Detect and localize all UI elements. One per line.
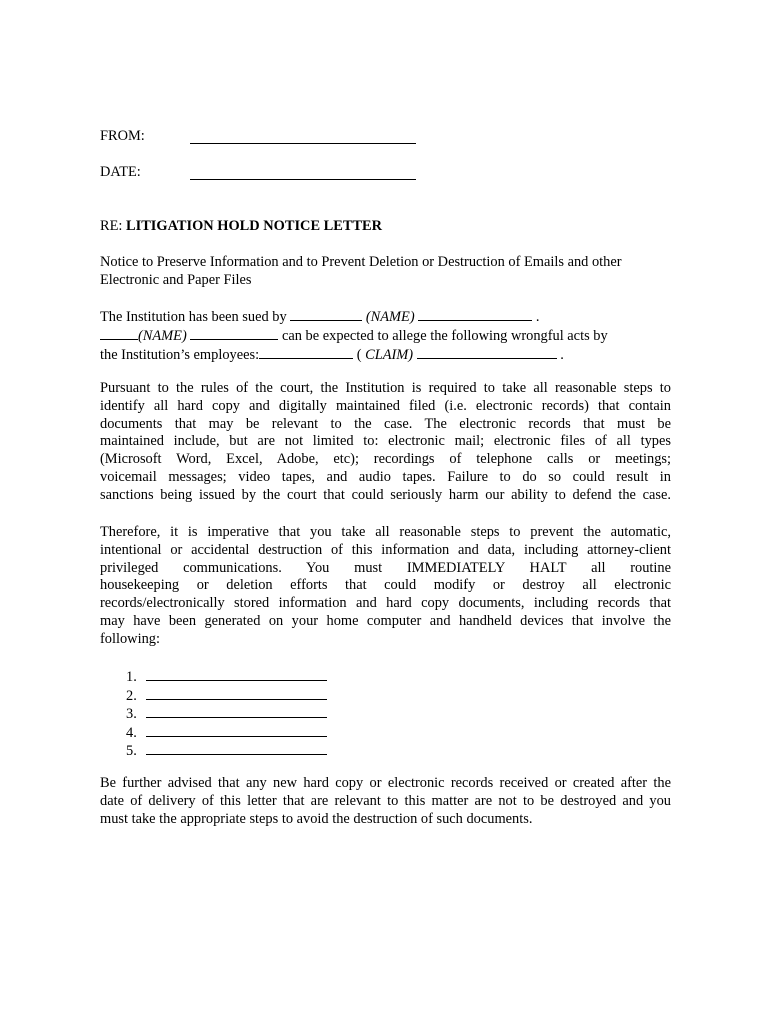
p3-line: must take the appropriate steps to avoid the destruction of such documents. — [100, 810, 533, 827]
name-blank-4[interactable] — [190, 327, 278, 340]
list-blank-line[interactable] — [146, 704, 327, 718]
institution-paragraph — [100, 308, 671, 364]
date-label: DATE: — [100, 164, 141, 180]
p3-line: date of delivery of this letter that are relevant to this matter are not to be destroyed and you — [100, 792, 671, 809]
institution-line-2 — [100, 327, 671, 346]
p1-line: maintained include, but are not limited to: electronic mail; electronic files of all types — [100, 433, 671, 450]
sued-by-text: The Institution has been sued by — [100, 309, 287, 325]
re-line — [100, 218, 671, 236]
list-item — [126, 686, 327, 705]
list-item — [126, 667, 327, 686]
list-number: 5. — [126, 743, 137, 759]
subject-line-2: Electronic and Paper Files — [100, 271, 252, 288]
period-2: . — [560, 346, 564, 363]
list-number: 2. — [126, 687, 137, 704]
list-item — [126, 704, 327, 723]
plaintiff-blank-1[interactable] — [290, 308, 362, 321]
institution-line-3 — [100, 346, 671, 365]
p1-line: (Microsoft Word, Excel, Adobe, etc); recordings of telephone calls or meetings; — [100, 451, 671, 468]
allege-text: can be expected to allege the following wrongful acts by — [281, 327, 608, 344]
subject-line-1: Notice to Preserve Information and to Prevent Deletion or Destruction of Emails and other — [100, 254, 622, 270]
name-blank-3[interactable] — [100, 327, 138, 340]
list-number: 3. — [126, 706, 137, 722]
preservation-paragraph — [100, 380, 671, 505]
from-label: FROM: — [100, 128, 145, 144]
date-blank-line[interactable] — [190, 179, 416, 180]
p1-line: sanctions being issued by the court that could seriously harm our ability to defend the case. — [100, 486, 671, 503]
p2-line: may have been generated on your home computer and handheld devices that involve the — [100, 612, 671, 629]
claim-blank-1[interactable] — [259, 346, 353, 359]
claim-open-paren: ( — [356, 346, 362, 363]
list-item — [126, 723, 327, 742]
list-number: 4. — [126, 724, 137, 741]
list-blank-line[interactable] — [146, 667, 327, 681]
p3-line: Be further advised that any new hard copy or electronic records received or created after the — [100, 775, 671, 791]
p1-line: identify all hard copy and digitally maintained filed (i.e. electronic records) that contain — [100, 397, 671, 414]
subject — [100, 254, 671, 290]
name-placeholder-2: (NAME) — [138, 327, 187, 344]
p1-line: Pursuant to the rules of the court, the Institution is required to take all reasonable steps to — [100, 380, 671, 396]
further-advised-paragraph — [100, 775, 671, 828]
p2-line: privileged communications. You must IMMEDIATELY HALT all routine — [100, 559, 671, 576]
p2-line: Therefore, it is imperative that you take all reasonable steps to prevent the automatic, — [100, 524, 671, 540]
p2-line: following: — [100, 630, 160, 647]
claim-blank-2[interactable] — [417, 346, 557, 359]
list-blank-line[interactable] — [146, 686, 327, 700]
list-blank-line[interactable] — [146, 723, 327, 737]
numbered-list — [126, 667, 327, 760]
list-item — [126, 741, 327, 760]
plaintiff-blank-2[interactable] — [418, 308, 532, 321]
p2-line: records/electronically stored information and hard copy documents, including records that — [100, 595, 671, 612]
period-1: . — [535, 309, 540, 325]
name-placeholder-1: (NAME) — [365, 309, 415, 325]
p1-line: documents that may be relevant to the case. The electronic records that must be — [100, 415, 671, 432]
employees-text: the Institution’s employees: — [100, 346, 260, 363]
halt-paragraph — [100, 524, 671, 649]
institution-line-1 — [100, 308, 671, 327]
list-blank-line[interactable] — [146, 741, 327, 755]
list-number: 1. — [126, 669, 137, 685]
p2-line: intentional or accidental destruction of this information and data, including attorney-client — [100, 541, 671, 558]
claim-placeholder: CLAIM) — [365, 346, 414, 363]
p1-line: voicemail messages; video tapes, and audio tapes. Failure to do so could result in — [100, 468, 671, 485]
re-prefix: RE: — [100, 218, 123, 234]
document-title: LITIGATION HOLD NOTICE LETTER — [126, 218, 383, 234]
from-blank-line[interactable] — [190, 143, 416, 144]
p2-line: housekeeping or deletion efforts that could modify or destroy all electronic — [100, 577, 671, 594]
